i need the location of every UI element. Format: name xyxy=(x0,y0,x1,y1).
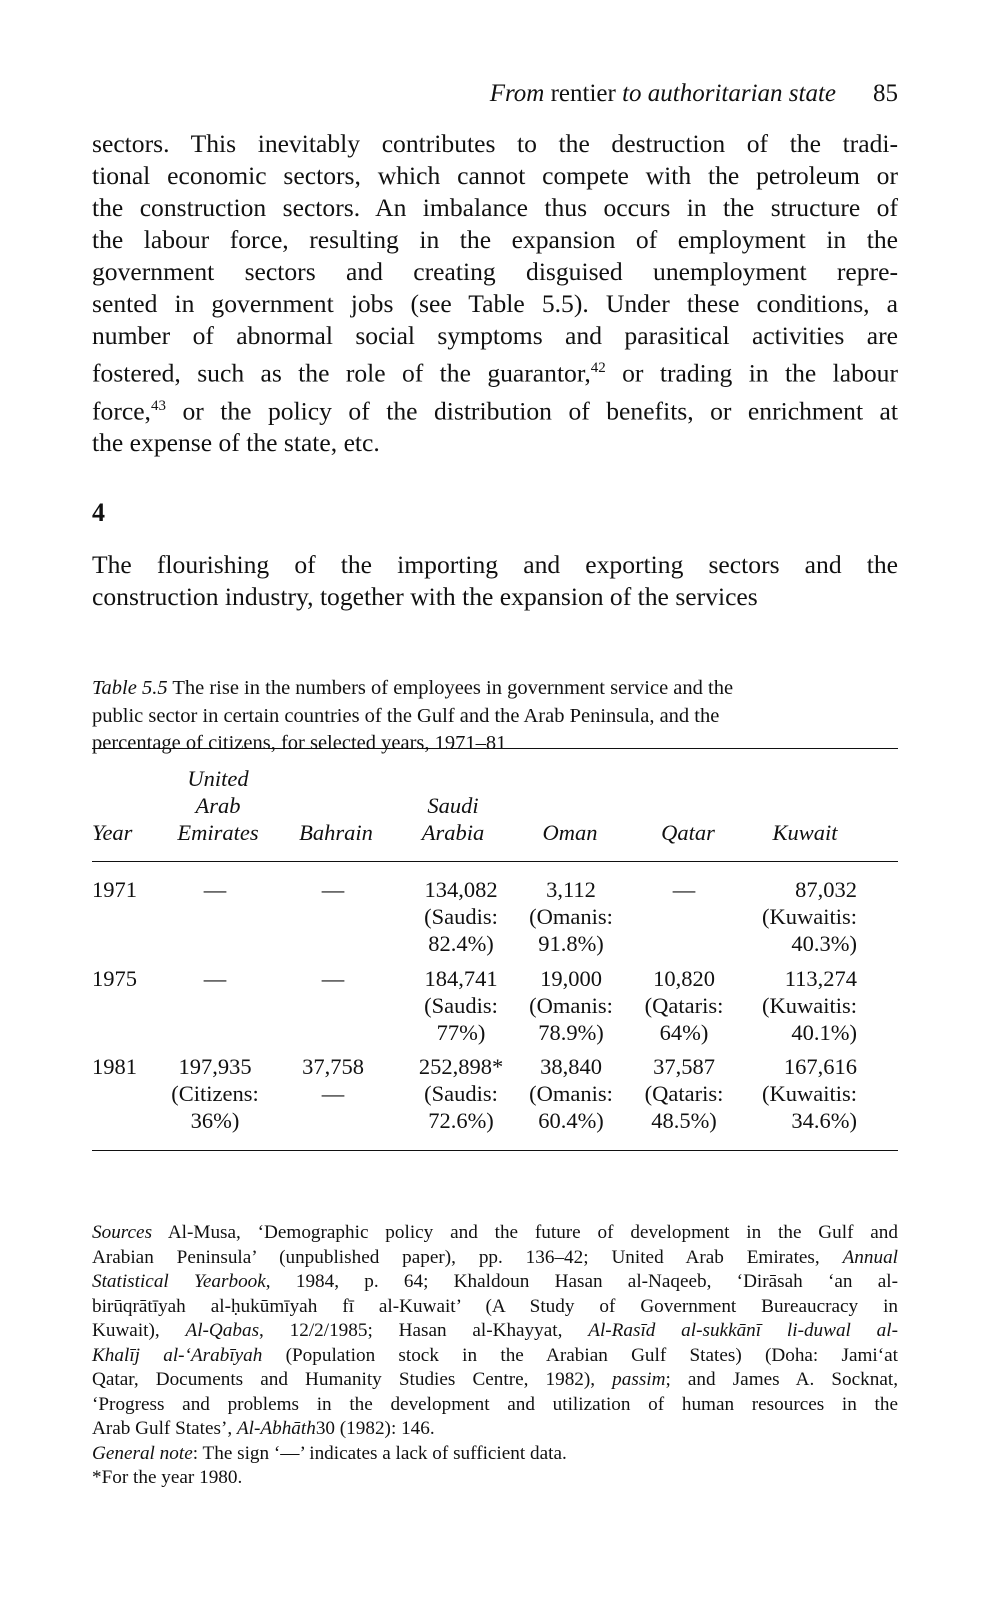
sources-title: Al-Abhāth xyxy=(236,1418,316,1439)
table-cell xyxy=(411,876,511,957)
sources-line xyxy=(92,1417,898,1442)
sources-line xyxy=(92,1295,898,1320)
table-top-rule xyxy=(92,748,898,749)
table-cell xyxy=(747,876,857,957)
table-cell xyxy=(521,876,621,957)
running-head-title-part: From xyxy=(489,80,545,107)
table-cell xyxy=(411,965,511,1046)
caption-text: The rise in the numbers of employees in government service and the xyxy=(167,677,734,699)
column-header-line: Year xyxy=(92,820,133,845)
table-cell xyxy=(624,965,744,1046)
year-cell: 1975 xyxy=(92,966,137,991)
column-header-line: United xyxy=(187,766,249,791)
running-head-title-part: to authoritarian state xyxy=(622,80,836,107)
table-caption xyxy=(92,675,898,758)
column-header-line: Arabia xyxy=(421,820,485,845)
table-cell-line: — xyxy=(672,877,696,902)
sources-title: Al-Qabas xyxy=(185,1320,260,1341)
table-cell-line: 87,032 xyxy=(795,877,857,902)
general-note-label: General note xyxy=(92,1442,193,1464)
table-cell-line: 197,935 xyxy=(178,1054,252,1079)
running-head-title-part: rentier xyxy=(544,80,623,107)
sources-text: Arabian Peninsula’ (unpublished paper), pp. 136–42; United Arab Emirates, xyxy=(92,1246,843,1268)
table-cell-line: 48.5%) xyxy=(651,1108,717,1133)
text-line: sectors. This inevitably contributes to the destruction of the tradi- xyxy=(92,129,898,158)
table-cell-line: 64%) xyxy=(659,1020,709,1045)
sources-text: (Population stock in the Arabian Gulf States) (Doha: Jami‘at xyxy=(262,1344,899,1366)
text-line: The flourishing of the importing and exporting sectors and the xyxy=(92,550,898,579)
sources-text: birūqrātīyah al-ḥukūmīyah fī al-Kuwait’ (A Study of Government Bureaucracy in xyxy=(92,1295,898,1317)
table-cell-line: (Saudis: xyxy=(424,1081,498,1106)
caption-line xyxy=(92,675,898,703)
body-paragraph xyxy=(92,128,898,459)
table-cell-line: 91.8%) xyxy=(538,931,604,956)
table-cell-line: 36%) xyxy=(190,1108,240,1133)
text-line: government sectors and creating disguised unemployment repre- xyxy=(92,257,898,286)
column-header-line: Emirates xyxy=(177,820,259,845)
sources-label: Sources xyxy=(92,1222,153,1243)
column-header-line: Kuwait xyxy=(772,820,838,845)
table-cell xyxy=(521,1053,621,1134)
table-cell-line: — xyxy=(321,1081,345,1106)
caption-line: public sector in certain countries of the Gulf and the Arab Peninsula, and the xyxy=(92,704,720,727)
sources-line xyxy=(92,1319,898,1344)
table-cell-line: 60.4%) xyxy=(538,1108,604,1133)
running-head xyxy=(92,80,898,114)
table-cell-line: (Citizens: xyxy=(171,1081,259,1106)
text-line: the construction sectors. An imbalance thus occurs in the structure of xyxy=(92,193,898,222)
table-cell-line: 134,082 xyxy=(424,877,498,902)
general-note xyxy=(92,1442,898,1467)
table-cell xyxy=(155,1053,275,1134)
sources-text: , 12/2/1985; Hasan al-Khayyat, xyxy=(259,1320,589,1341)
table-cell xyxy=(155,876,275,903)
year-cell: 1981 xyxy=(92,1054,137,1079)
table-cell-line: 3,112 xyxy=(546,877,596,902)
table-cell xyxy=(521,965,621,1046)
caption-label: Table 5.5 xyxy=(92,677,168,699)
column-header-line: Qatar xyxy=(661,820,715,845)
column-header-line: Bahrain xyxy=(299,820,373,845)
table-cell-line: 40.3%) xyxy=(791,931,857,956)
sources-title: Annual xyxy=(842,1246,898,1268)
sources-line xyxy=(92,1270,898,1295)
text-line: fostered, such as the role of the guarantor,$^{42}$ or trading in the labour xyxy=(92,358,899,388)
table-cell xyxy=(273,1053,393,1107)
table-cell-line: 82.4%) xyxy=(428,931,494,956)
sources-title: passim xyxy=(612,1369,666,1390)
general-note-text: : The sign ‘—’ indicates a lack of sufficient data. xyxy=(192,1442,567,1464)
sources-text: Qatar, Documents and Humanity Studies Centre, 1982), xyxy=(92,1369,613,1390)
text-line: the labour force, resulting in the expansion of employment in the xyxy=(92,225,898,254)
table-cell-line: (Omanis: xyxy=(529,1081,613,1106)
table-cell-line: 19,000 xyxy=(540,966,602,991)
sources-text: Arab Gulf States’, xyxy=(92,1418,237,1439)
table-cell-line: (Qataris: xyxy=(644,993,724,1018)
table-cell xyxy=(273,876,393,903)
footnote: *For the year 1980. xyxy=(92,1467,243,1488)
table-cell-line: 78.9%) xyxy=(538,1020,604,1045)
table-cell xyxy=(411,1053,511,1134)
table-cell-line: — xyxy=(203,877,227,902)
table-cell-line: 72.6%) xyxy=(428,1108,494,1133)
table-cell-line: 37,758 xyxy=(302,1054,364,1079)
table-cell-line: (Saudis: xyxy=(424,904,498,929)
sources-text: 30 (1982): 146. xyxy=(315,1418,435,1439)
text-line: force,$^{43}$ or the policy of the distribution of benefits, or enrichment at xyxy=(92,396,898,426)
table-cell xyxy=(273,965,393,992)
table-cell-line: — xyxy=(321,966,345,991)
table-bottom-rule xyxy=(92,1150,898,1151)
sources-line xyxy=(92,1368,898,1393)
table-cell xyxy=(747,965,857,1046)
table-cell-line: (Kuwaitis: xyxy=(762,904,857,929)
sources-title: Al-Rasīd al-sukkānī li-duwal al- xyxy=(588,1320,898,1341)
text-line: construction industry, together with the expansion of the services xyxy=(92,582,758,611)
page-number: 85 xyxy=(873,80,898,107)
sources-text: , 1984, p. 64; Khaldoun Hasan al-Naqeeb, ‘Dirāsah ‘an al- xyxy=(265,1271,898,1292)
table-cell-line: 10,820 xyxy=(653,966,715,991)
sources-line xyxy=(92,1221,898,1246)
sources-text: ‘Progress and problems in the development and utilization of human resources in the xyxy=(92,1393,898,1415)
running-head-title xyxy=(490,80,836,108)
table-cell-line: (Omanis: xyxy=(529,993,613,1018)
sources-text: ; and James A. Socknat, xyxy=(665,1369,899,1390)
column-header-line: Oman xyxy=(542,820,598,845)
column-header xyxy=(92,819,132,846)
table-cell-line: (Qataris: xyxy=(644,1081,724,1106)
section-number: 4 xyxy=(92,498,105,527)
section-text xyxy=(92,549,898,613)
table-cell-line: (Kuwaitis: xyxy=(762,1081,857,1106)
sources-title: Statistical Yearbook xyxy=(92,1271,266,1292)
table-cell-line: (Omanis: xyxy=(529,904,613,929)
table-cell-line: 38,840 xyxy=(540,1054,602,1079)
caption-line: percentage of citizens, for selected years, 1971–81 xyxy=(92,732,507,754)
column-header-line: Saudi xyxy=(427,793,479,818)
table-sources xyxy=(92,1221,898,1491)
text-line: number of abnormal social symptoms and parasitical activities are xyxy=(92,321,898,350)
sources-text: Kuwait), xyxy=(92,1320,186,1341)
sources-line xyxy=(92,1344,898,1369)
footnote-ref: 43 xyxy=(150,397,166,414)
text-line: tional economic sectors, which cannot compete with the petroleum or xyxy=(92,161,898,190)
column-header-line: Arab xyxy=(195,793,241,818)
table-cell-line: 167,616 xyxy=(783,1054,857,1079)
sources-title: Khalīj al-‘Arabīyah xyxy=(92,1344,263,1366)
column-header xyxy=(735,819,875,846)
footnote-ref: 42 xyxy=(590,360,606,376)
sources-line xyxy=(92,1393,898,1418)
text-line: the expense of the state, etc. xyxy=(92,428,380,458)
table-cell-line: — xyxy=(321,877,345,902)
table-cell-line: 40.1%) xyxy=(791,1020,857,1045)
table-cell xyxy=(624,876,744,903)
text-line: sented in government jobs (see Table 5.5). Under these conditions, a xyxy=(92,289,898,318)
table-cell-line: 77%) xyxy=(436,1020,486,1045)
table-cell-line: 37,587 xyxy=(653,1054,715,1079)
table-header-rule xyxy=(92,861,898,862)
table-cell-line: (Kuwaitis: xyxy=(762,993,857,1018)
table-cell-line: 184,741 xyxy=(424,966,498,991)
table-cell xyxy=(624,1053,744,1134)
year-cell: 1971 xyxy=(92,877,137,902)
table-cell-line: 252,898* xyxy=(418,1054,504,1079)
table-cell-line: — xyxy=(203,966,227,991)
sources-line xyxy=(92,1246,898,1271)
table-cell xyxy=(747,1053,857,1134)
table-cell xyxy=(155,965,275,992)
table-cell-line: 113,274 xyxy=(784,966,857,991)
table-cell-line: (Saudis: xyxy=(424,993,498,1018)
table-cell-line: 34.6%) xyxy=(791,1108,857,1133)
sources-text: Al-Musa, ‘Demographic policy and the future of development in the Gulf and xyxy=(152,1222,898,1243)
